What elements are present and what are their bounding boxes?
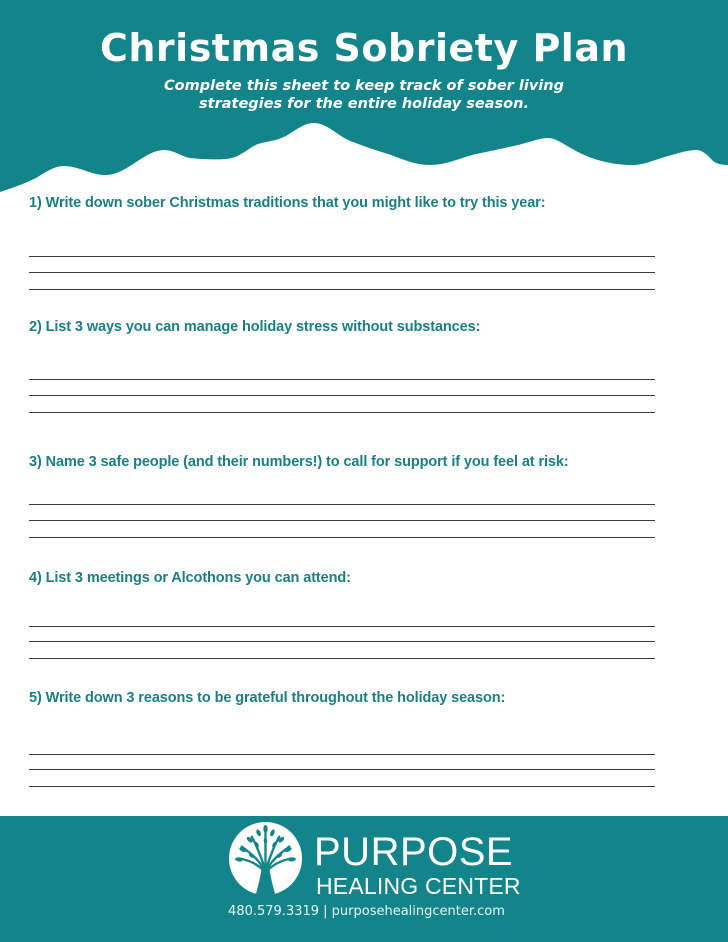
answer-line-4-3[interactable] xyxy=(29,658,655,659)
answer-line-4-2[interactable] xyxy=(29,641,655,642)
question-3-label: 3) Name 3 safe people (and their numbers!) to call for support if you feel at risk: xyxy=(29,454,569,470)
answer-line-3-2[interactable] xyxy=(29,520,655,521)
answer-line-1-2[interactable] xyxy=(29,272,655,273)
question-1-label: 1) Write down sober Christmas traditions that you might like to try this year: xyxy=(29,195,546,211)
answer-line-2-1[interactable] xyxy=(29,379,655,380)
answer-line-4-1[interactable] xyxy=(29,626,655,627)
answer-line-5-1[interactable] xyxy=(29,754,655,755)
answer-line-5-2[interactable] xyxy=(29,769,655,770)
page-subtitle xyxy=(0,77,728,113)
brand-subtitle: HEALING CENTER xyxy=(316,873,521,899)
answer-line-2-3[interactable] xyxy=(29,412,655,413)
subtitle-line-1: Complete this sheet to keep track of sober living xyxy=(164,78,564,94)
brand-name: PURPOSE xyxy=(314,830,514,874)
subtitle-line-2: strategies for the entire holiday season. xyxy=(199,96,529,112)
question-5-label: 5) Write down 3 reasons to be grateful throughout the holiday season: xyxy=(29,690,506,706)
answer-line-1-1[interactable] xyxy=(29,256,655,257)
tree-icon xyxy=(228,821,303,896)
question-4-label: 4) List 3 meetings or Alcothons you can attend: xyxy=(29,570,351,586)
answer-line-3-1[interactable] xyxy=(29,504,655,505)
contact-info: 480.579.3319 | purposehealingcenter.com xyxy=(228,904,505,919)
answer-line-2-2[interactable] xyxy=(29,395,655,396)
page-title: Christmas Sobriety Plan xyxy=(99,26,629,70)
question-2-label: 2) List 3 ways you can manage holiday stress without substances: xyxy=(29,319,481,335)
answer-line-5-3[interactable] xyxy=(29,786,655,787)
answer-line-3-3[interactable] xyxy=(29,537,655,538)
footer xyxy=(0,816,728,942)
header-banner xyxy=(0,0,728,200)
answer-line-1-3[interactable] xyxy=(29,289,655,290)
